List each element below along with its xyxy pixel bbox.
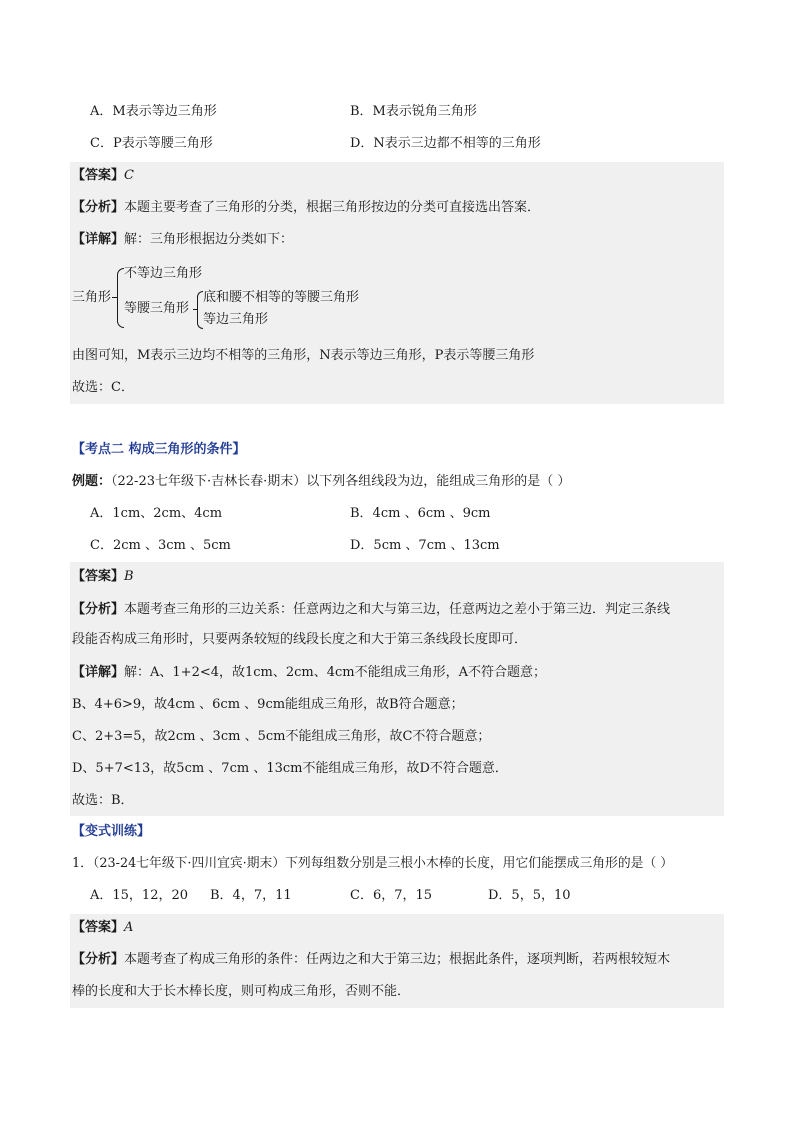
detail-tag: 【详解】 (72, 665, 125, 680)
analysis-text: 本题考查三角形的三边关系：任意两边之和大与第三边，任意两边之差小于第三边．判定三条线 (124, 602, 671, 617)
practice-question-1: 1．（23-24七年级下·四川宜宾·期末）下列每组数分别是三根小木棒的长度，用它们能摆成三角形的是（ ） (72, 856, 674, 871)
option-b: B．M表示锐角三角形 (350, 104, 477, 119)
analysis-line (72, 198, 540, 218)
example-option-d: D．5cm 、7cm 、13cm (350, 538, 500, 553)
answer-tag: 【答案】 (72, 569, 125, 584)
practice-option-a: A．15，12，20 (90, 888, 189, 903)
analysis-text: 本题主要考查了三角形的分类，根据三角形按边的分类可直接选出答案． (124, 200, 541, 215)
example-label: 例题： (72, 474, 112, 489)
example-stem-line (72, 472, 570, 492)
detail-line-b: B、4+6>9，故4cm 、6cm 、9cm能组成三角形，故B符合题意； (72, 697, 464, 712)
example-option-a: A．1cm、2cm、4cm (90, 506, 223, 521)
example-stem: （22-23七年级下·吉林长春·期末）以下列各组线段为边，能组成三角形的是（ ） (111, 474, 571, 489)
analysis-line (72, 950, 670, 970)
detail-text: 解：三角形根据边分类如下： (124, 232, 294, 247)
answer-value: C (124, 168, 134, 183)
tree-grandchild-1: 底和腰不相等的等腰三角形 (203, 290, 360, 305)
tree-child-1: 不等边三角形 (124, 266, 203, 281)
option-d: D．N表示三边都不相等的三角形 (350, 136, 541, 151)
option-a: A．M表示等边三角形 (90, 104, 217, 119)
practice-option-c: C．6，7，15 (350, 888, 433, 903)
analysis-line-2: 段能否构成三角形时，只要两条较短的线段长度之和大于第三条线段长度即可． (72, 632, 528, 647)
section-title: 【考点二 构成三角形的条件】 (72, 442, 246, 457)
choose-line: 故选：C． (72, 380, 134, 395)
conclusion-line: 由图可知，M表示三边均不相等的三角形，N表示等边三角形，P表示等腰三角形 (72, 348, 535, 363)
detail-line (72, 663, 546, 683)
practice-option-b: B．4，7，11 (210, 888, 292, 903)
example-option-c: C．2cm 、3cm 、5cm (90, 538, 231, 553)
detail-tag: 【详解】 (72, 232, 125, 247)
answer-line (72, 918, 133, 938)
analysis-line-2: 棒的长度和大于长木棒长度，则可构成三角形，否则不能． (72, 984, 411, 999)
tree-root: 三角形 (72, 290, 112, 305)
analysis-text: 本题考查了构成三角形的条件：任两边之和大于第三边；根据此条件，逐项判断，若两根较短木 (124, 952, 671, 967)
example-option-b: B．4cm 、6cm 、9cm (350, 506, 491, 521)
outer-brace (117, 268, 124, 328)
analysis-tag: 【分析】 (72, 952, 125, 967)
detail-line-d: D、5+7<13，故5cm 、7cm 、13cm不能组成三角形，故D不符合题意． (72, 761, 508, 776)
detail-line (72, 230, 293, 250)
practice-option-d: D．5，5，10 (488, 888, 571, 903)
detail-line-c: C、2+3=5，故2cm 、3cm 、5cm不能组成三角形，故C不符合题意； (72, 729, 491, 744)
detail-text: 解：A、1+2<4，故1cm、2cm、4cm不能组成三角形，A不符合题意； (124, 665, 547, 680)
option-c: C．P表示等腰三角形 (90, 136, 213, 151)
practice-title: 【变式训练】 (72, 824, 151, 839)
choose-line: 故选：B． (72, 793, 134, 808)
answer-value: A (124, 920, 134, 935)
tree-grandchild-2: 等边三角形 (203, 312, 269, 327)
answer-line (72, 166, 134, 186)
analysis-tag: 【分析】 (72, 602, 125, 617)
answer-value: B (124, 569, 134, 584)
answer-line (72, 567, 134, 587)
analysis-tag: 【分析】 (72, 200, 125, 215)
answer-tag: 【答案】 (72, 168, 125, 183)
analysis-line (72, 600, 670, 620)
tree-child-2: 等腰三角形 (124, 301, 190, 316)
answer-tag: 【答案】 (72, 920, 125, 935)
